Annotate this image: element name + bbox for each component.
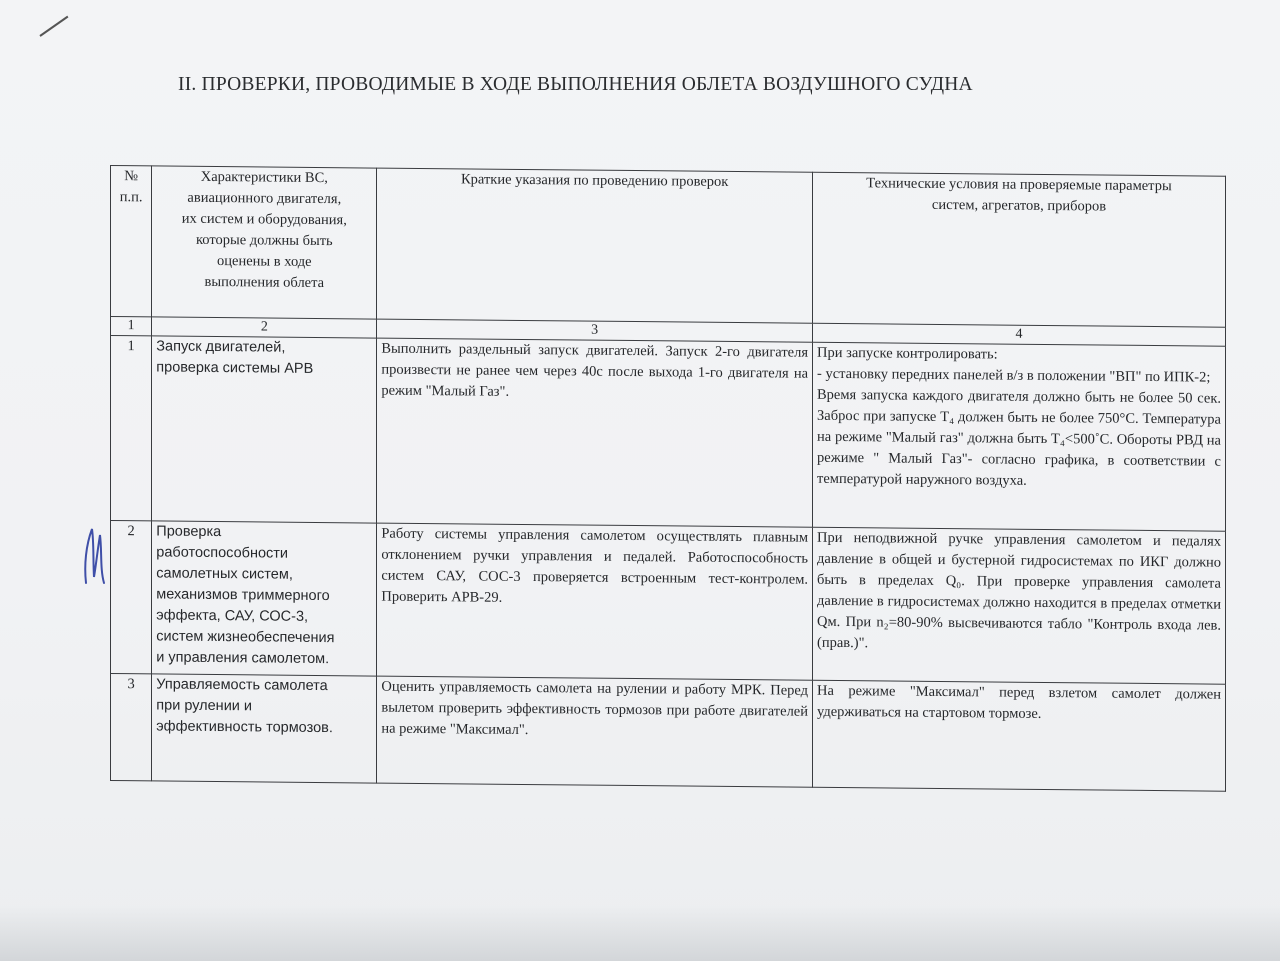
header-characteristics: Характеристики ВС, авиационного двигателя, их систем и оборудования, которые должны быть оценены в ходе выполнения облета	[152, 166, 377, 319]
row-characteristics: Проверка работоспособности самолетных систем, механизмов триммерного эффекта, САУ, СОС-3, систем жизнеобеспечения и управления самолетом.	[152, 521, 377, 676]
row-instructions: Оценить управляемость самолета на рулении и работу МРК. Перед вылетом проверить эффективность тормозов при работе двигателей на режиме "Максимал".	[377, 676, 813, 787]
row-technical: При запуске контролировать: - установку передних панелей в/з в положении "ВП" по ИПК-2; Время запуска каждого двигателя должно быть не более 50 сек. Заброс при запуске T₄ должен быть не более 750°С. Температура на режиме "Малый газ" должна быть T₄<500˚С. Обороты РВД на режиме " Малый Газ"- согласно графика, в соответствии с температурой наружного воздуха.	[813, 342, 1226, 531]
row-number: 1	[111, 336, 152, 521]
row-technical: При неподвижной ручке управления самолетом и педалях давление в общей и бустерной гидросистемах по ИКГ должно быть в пределах Q₀. При проверке управления самолета давление в гидросистемах должно находится в пределах отметки Qм. При n₂=80-90% высвечиваются табло "Контроль входа лев.(прав.)".	[813, 527, 1226, 684]
row-technical: На режиме "Максимал" перед взлетом самолет должен удерживаться на стартовом тормозе.	[813, 680, 1226, 791]
column-number: 1	[111, 317, 152, 336]
column-number: 3	[377, 319, 813, 342]
pen-mark	[39, 16, 68, 37]
column-number: 2	[152, 317, 377, 338]
row-number: 3	[111, 674, 152, 781]
row-instructions: Работу системы управления самолетом осуществлять плавным отклонением ручки управления и педалей. Работоспособность систем САУ, СОС-3 проверяется встроенным тест-контролем. Проверить АРВ-29.	[377, 523, 813, 680]
row-characteristics: Запуск двигателей, проверка системы АРВ	[152, 336, 377, 523]
table-header-row	[111, 166, 1226, 328]
table-row	[111, 336, 1226, 532]
handwritten-signature	[80, 525, 108, 587]
column-number: 4	[813, 323, 1226, 346]
paper-shadow	[0, 905, 1280, 961]
header-technical: Технические условия на проверяемые параметры систем, агрегатов, приборов	[813, 172, 1226, 327]
table-row	[111, 674, 1226, 792]
checks-table	[110, 165, 1226, 792]
header-num: № п.п.	[111, 166, 152, 317]
row-characteristics: Управляемость самолета при рулении и эффективность тормозов.	[152, 674, 377, 783]
row-instructions: Выполнить раздельный запуск двигателей. Запуск 2-го двигателя произвести не ранее чем через 40с после выхода 1-го двигателя на режим "Малый Газ".	[377, 338, 813, 527]
table-row	[111, 521, 1226, 685]
row-number: 2	[111, 521, 152, 674]
header-instructions: Краткие указания по проведению проверок	[377, 168, 813, 323]
page-title: II. ПРОВЕРКИ, ПРОВОДИМЫЕ В ХОДЕ ВЫПОЛНЕНИЯ ОБЛЕТА ВОЗДУШНОГО СУДНА	[178, 74, 973, 95]
